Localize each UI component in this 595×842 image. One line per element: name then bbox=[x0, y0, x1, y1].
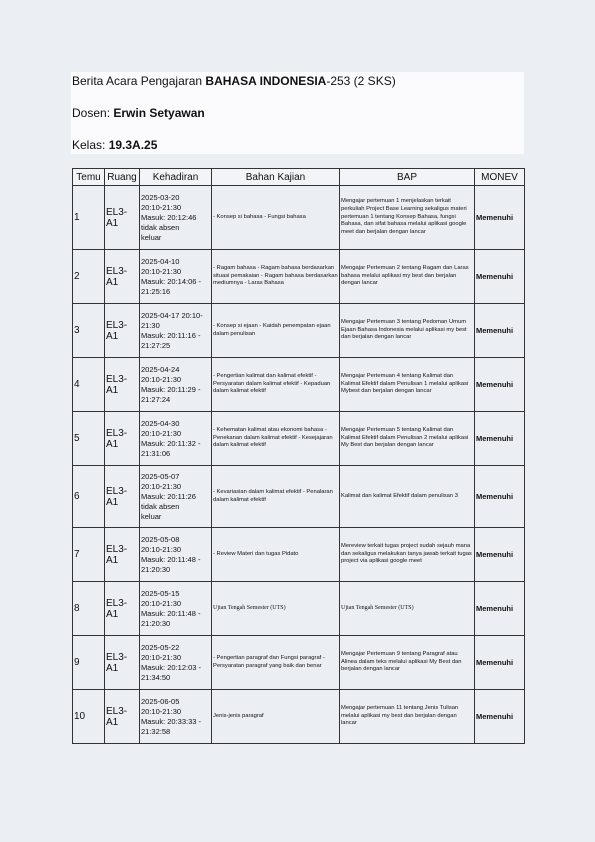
attendance-line: 21:20:30 bbox=[141, 618, 171, 628]
attendance-line: 2025-03-20 bbox=[141, 192, 180, 202]
attendance-line: 2025-04-17 20:10- bbox=[141, 310, 203, 320]
bap-cell: Ujian Tengah Semester (UTS) bbox=[340, 582, 475, 636]
table-row bbox=[73, 358, 525, 412]
class-label: Kelas: bbox=[72, 138, 109, 152]
attendance-line: 20:10-21:30 bbox=[141, 544, 182, 554]
attendance-cell bbox=[140, 690, 212, 744]
attendance-line: 21:32:58 bbox=[141, 726, 171, 736]
title-prefix: Berita Acara Pengajaran bbox=[72, 74, 206, 88]
col-bap: BAP bbox=[340, 169, 475, 186]
attendance-line: 2025-05-08 bbox=[141, 534, 180, 544]
attendance-line: Masuk: 20:33:33 - bbox=[141, 716, 202, 726]
room-cell: EL3-A1 bbox=[105, 528, 140, 582]
topic-cell: - Review Materi dan tugas Pidato bbox=[212, 528, 340, 582]
attendance-line: 20:10-21:30 bbox=[141, 428, 182, 438]
bap-cell: Mengajar Pertemuan 9 tentang Paragraf atau Alinea dalam teks melalui aplikasi My Best dan berjalan dengan lancar bbox=[340, 636, 475, 690]
attendance-line: Masuk: 20:11:16 - bbox=[141, 330, 201, 340]
monev-cell: Memenuhi bbox=[475, 304, 525, 358]
attendance-line: Masuk: 20:11:48 - bbox=[141, 608, 201, 618]
meeting-number: 1 bbox=[73, 186, 105, 250]
attendance-line: 20:10-21:30 bbox=[141, 652, 182, 662]
attendance-cell bbox=[140, 582, 212, 636]
attendance-line: keluar bbox=[141, 232, 162, 242]
attendance-line: tidak absen bbox=[141, 501, 180, 511]
attendance-line: Masuk: 20:11:26 bbox=[141, 491, 196, 501]
topic-cell: Ujian Tengah Semester (UTS) bbox=[212, 582, 340, 636]
attendance-line: Masuk: 20:12:46 bbox=[141, 212, 197, 222]
attendance-line: 21:27:25 bbox=[141, 340, 171, 350]
attendance-line: 20:10-21:30 bbox=[141, 706, 182, 716]
room-cell: EL3-A1 bbox=[105, 690, 140, 744]
bap-cell: Mereview terkait tugas project sudah sejauh mana dan sekaligus melakukan tanya jawab terkait tugas project via aplikasi google meet bbox=[340, 528, 475, 582]
document-header bbox=[71, 72, 524, 154]
monev-cell: Memenuhi bbox=[475, 582, 525, 636]
class-line bbox=[72, 138, 157, 152]
room-cell: EL3-A1 bbox=[105, 636, 140, 690]
room-cell: EL3-A1 bbox=[105, 412, 140, 466]
attendance-line: 21:30 bbox=[141, 320, 160, 330]
lecturer-name: Erwin Setyawan bbox=[113, 106, 205, 120]
attendance-line: 2025-04-24 bbox=[141, 364, 180, 374]
monev-cell: Memenuhi bbox=[475, 466, 525, 528]
attendance-line: 21:34:50 bbox=[141, 672, 171, 682]
attendance-line: 20:10-21:30 bbox=[141, 374, 182, 384]
table-row bbox=[73, 528, 525, 582]
attendance-line: 21:31:06 bbox=[141, 448, 171, 458]
course-name: BAHASA INDONESIA bbox=[205, 74, 327, 88]
monev-cell: Memenuhi bbox=[475, 690, 525, 744]
meeting-number: 5 bbox=[73, 412, 105, 466]
attendance-line: Masuk: 20:12:03 - bbox=[141, 662, 202, 672]
topic-cell: - Pengertian kalimat dan kalimat efektif - Persyaratan dalam kalimat efektif - Kepaduan dalam kalimat efektif bbox=[212, 358, 340, 412]
topic-cell: - Konsep si bahasa - Fungsi bahasa bbox=[212, 186, 340, 250]
col-monev: MONEV bbox=[475, 169, 525, 186]
attendance-line: 21:27:24 bbox=[141, 394, 171, 404]
attendance-cell bbox=[140, 304, 212, 358]
lecturer-label: Dosen: bbox=[72, 106, 114, 120]
attendance-line: 20:10-21:30 bbox=[141, 202, 182, 212]
table-row bbox=[73, 636, 525, 690]
monev-cell: Memenuhi bbox=[475, 250, 525, 304]
monev-cell: Memenuhi bbox=[475, 358, 525, 412]
topic-cell: Jenis-jenis paragraf bbox=[212, 690, 340, 744]
meeting-number: 8 bbox=[73, 582, 105, 636]
attendance-line: 20:10-21:30 bbox=[141, 481, 182, 491]
monev-cell: Memenuhi bbox=[475, 636, 525, 690]
meeting-number: 10 bbox=[73, 690, 105, 744]
attendance-line: Masuk: 20:11:29 - bbox=[141, 384, 201, 394]
room-cell: EL3-A1 bbox=[105, 250, 140, 304]
table-header-row bbox=[73, 169, 525, 186]
attendance-table bbox=[72, 168, 525, 744]
col-temu: Temu bbox=[73, 169, 105, 186]
attendance-cell bbox=[140, 186, 212, 250]
attendance-line: 20:10-21:30 bbox=[141, 266, 182, 276]
topic-cell: - Konsep si ejaan - Kaidah penempatan ejaan dalam penulisan bbox=[212, 304, 340, 358]
attendance-line: 21:20:30 bbox=[141, 564, 171, 574]
attendance-line: 2025-04-10 bbox=[141, 256, 180, 266]
attendance-line: 2025-04-30 bbox=[141, 418, 180, 428]
attendance-line: 2025-06-05 bbox=[141, 696, 180, 706]
table-row bbox=[73, 690, 525, 744]
attendance-line: 20:10-21:30 bbox=[141, 598, 182, 608]
monev-cell: Memenuhi bbox=[475, 528, 525, 582]
meeting-number: 3 bbox=[73, 304, 105, 358]
attendance-line: tidak absen bbox=[141, 222, 180, 232]
attendance-cell bbox=[140, 412, 212, 466]
course-code: -253 (2 SKS) bbox=[326, 74, 396, 88]
bap-cell: Mengajar Pertemuan 4 tentang Kalimat dan Kalimat Efektif dalam Penulisan 1 melalui aplikasi Mybest dan berjalan dengan lancar bbox=[340, 358, 475, 412]
topic-cell: - Pengertian paragraf dan Fungsi paragraf - Persyaratan paragraf yang baik dan benar bbox=[212, 636, 340, 690]
table-row bbox=[73, 250, 525, 304]
class-code: 19.3A.25 bbox=[108, 138, 158, 152]
document-title bbox=[72, 74, 396, 88]
bap-cell: Mengajar Pertemuan 5 tentang Kalimat dan Kalimat Efektif dalam Penulisan 2 melalui aplikasi My Best dan berjalan dengan lancar bbox=[340, 412, 475, 466]
topic-cell: - Ragam bahasa - Ragam bahasa berdasarkan situasi pemakaian - Ragam bahasa berdasarkan mediumnya - Laras Bahasa bbox=[212, 250, 340, 304]
room-cell: EL3-A1 bbox=[105, 304, 140, 358]
table-row bbox=[73, 304, 525, 358]
attendance-line: Masuk: 20:11:32 - bbox=[141, 438, 201, 448]
attendance-line: 2025-05-07 bbox=[141, 471, 180, 481]
table-row bbox=[73, 582, 525, 636]
attendance-cell bbox=[140, 358, 212, 412]
attendance-line: 21:25:16 bbox=[141, 286, 171, 296]
bap-cell: Mengajar Pertemuan 3 tentang Pedoman Umum Ejaan Bahasa Indonesia melalui aplikasi my best dan berjalan dengan lancar bbox=[340, 304, 475, 358]
col-ruang: Ruang bbox=[105, 169, 140, 186]
attendance-cell bbox=[140, 636, 212, 690]
table-row bbox=[73, 466, 525, 528]
room-cell: EL3-A1 bbox=[105, 186, 140, 250]
table-row bbox=[73, 186, 525, 250]
room-cell: EL3-A1 bbox=[105, 582, 140, 636]
lecturer-line bbox=[72, 106, 205, 120]
col-bahan-kajian: Bahan Kajian bbox=[212, 169, 340, 186]
room-cell: EL3-A1 bbox=[105, 466, 140, 528]
attendance-line: Masuk: 20:14:06 - bbox=[141, 276, 202, 286]
meeting-number: 6 bbox=[73, 466, 105, 528]
attendance-cell bbox=[140, 528, 212, 582]
meeting-number: 9 bbox=[73, 636, 105, 690]
bap-cell: Kalimat dan kalimat Efektif dalam penulisan 3 bbox=[340, 466, 475, 528]
monev-cell: Memenuhi bbox=[475, 186, 525, 250]
attendance-line: 2025-05-15 bbox=[141, 588, 180, 598]
room-cell: EL3-A1 bbox=[105, 358, 140, 412]
table-row bbox=[73, 412, 525, 466]
attendance-line: Masuk: 20:11:48 - bbox=[141, 554, 201, 564]
bap-cell: Mengajar Pertemuan 2 tentang Ragam dan Laras bahasa melalui aplikasi my best dan berjalan dengan lancar bbox=[340, 250, 475, 304]
topic-cell: - Kehematan kalimat atau ekonomi bahasa - Penekanan dalam kalimat efektif - Kesejajaran dalam kalimat efektif bbox=[212, 412, 340, 466]
meeting-number: 7 bbox=[73, 528, 105, 582]
attendance-cell bbox=[140, 250, 212, 304]
monev-cell: Memenuhi bbox=[475, 412, 525, 466]
meeting-number: 2 bbox=[73, 250, 105, 304]
attendance-line: 2025-05-22 bbox=[141, 642, 180, 652]
col-kehadiran: Kehadiran bbox=[140, 169, 212, 186]
bap-cell: Mengajar pertemuan 1 menjelaskan terkait perkuliah Project Base Learning sekaligus materi pertemuan 1 tentang Konsep Bahasa, fungsi Bahasa, dan sifat bahasa melalui aplikasi google meet dan berjalan dengan lancar bbox=[340, 186, 475, 250]
bap-cell: Mengajar pertemuan 11 tentang Jenis Tulisan melalui aplikasi my best dan berjalan dengan lancar bbox=[340, 690, 475, 744]
topic-cell: - Kevariasian dalam kalimat efektif - Penalaran dalam kalimat efektif bbox=[212, 466, 340, 528]
meeting-number: 4 bbox=[73, 358, 105, 412]
attendance-cell bbox=[140, 466, 212, 528]
attendance-line: keluar bbox=[141, 511, 162, 521]
